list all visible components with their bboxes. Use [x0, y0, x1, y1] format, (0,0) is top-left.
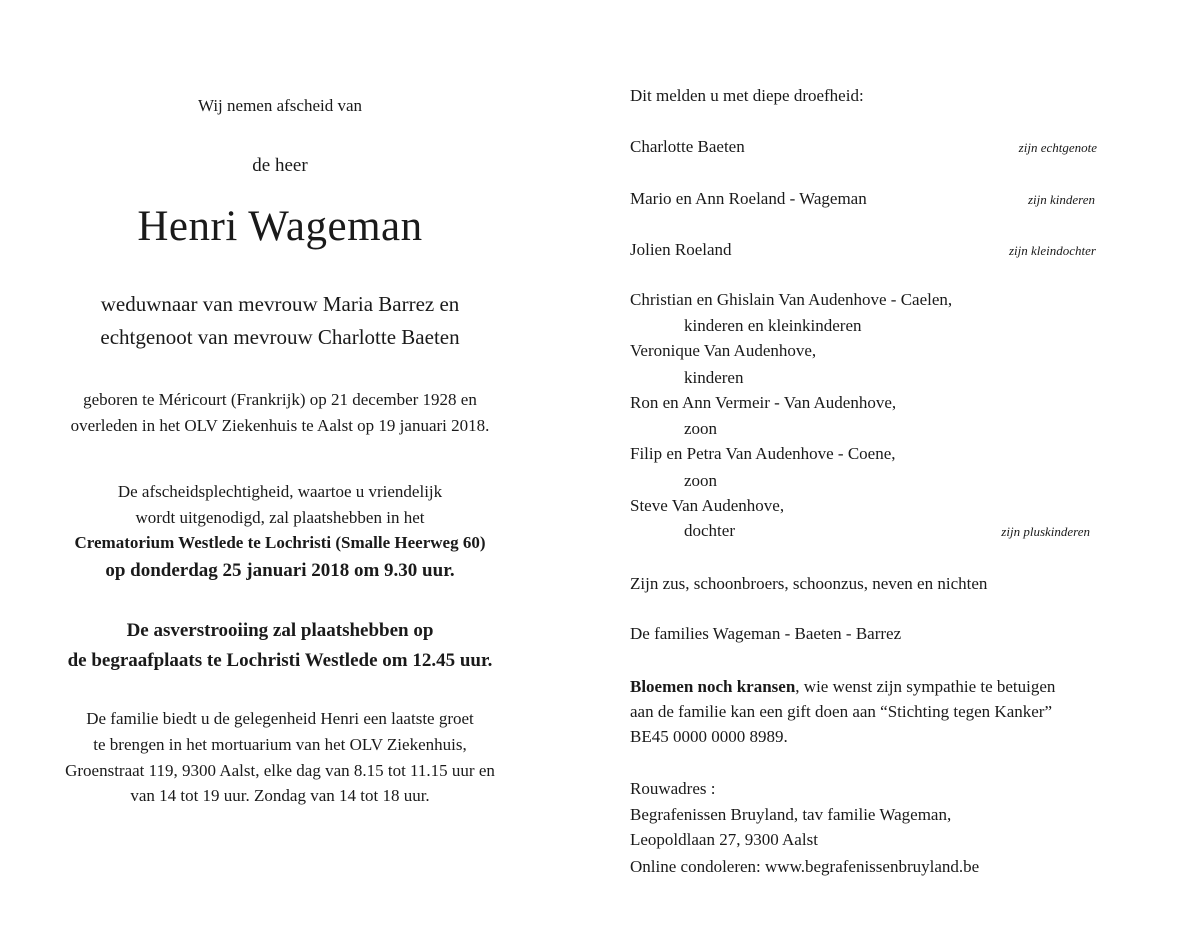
flowers-line-1 — [630, 677, 1055, 697]
family-name: Jolien Roeland — [630, 240, 732, 259]
intro-text: Wij nemen afscheid van — [197, 96, 363, 115]
family-name: Mario en Ann Roeland - Wageman — [630, 189, 867, 208]
plus-child-line: Steve Van Audenhove, — [630, 496, 785, 515]
family-role: zijn kinderen — [1027, 192, 1095, 207]
family-role: zijn kleindochter — [1008, 243, 1096, 258]
family-role: zijn echtgenote — [1018, 140, 1097, 155]
flowers-line-2: aan de familie kan een gift doen aan “Stichting tegen Kanker” — [630, 702, 1052, 721]
family-name: Charlotte Baeten — [630, 137, 745, 156]
address-line-2: Leopoldlaan 27, 9300 Aalst — [630, 830, 818, 849]
plus-child-subline: zoon — [684, 471, 718, 490]
ashes-line-2: de begraafplaats te Lochristi Westlede om 12.45 uur. — [67, 650, 493, 671]
plus-children-role: zijn pluskinderen — [1001, 524, 1090, 539]
visit-line-1: De familie biedt u de gelegenheid Henri een laatste groet — [86, 709, 474, 728]
address-label: Rouwadres : — [630, 779, 716, 798]
announcement-intro: Dit melden u met diepe droefheid: — [630, 86, 864, 105]
left-column — [0, 0, 560, 947]
relation-line-2: echtgenoot van mevrouw Charlotte Baeten — [100, 325, 460, 349]
flowers-rest: , wie wenst zijn sympathie te betuigen — [795, 677, 1056, 696]
plus-child-line: Veronique Van Audenhove, — [630, 341, 817, 360]
visit-line-2: te brengen in het mortuarium van het OLV Ziekenhuis, — [93, 735, 467, 754]
plus-child-subline: kinderen en kleinkinderen — [684, 316, 862, 335]
ceremony-line-2: wordt uitgenodigd, zal plaatshebben in het — [135, 508, 425, 527]
salutation: de heer — [252, 155, 308, 176]
birth-line: geboren te Méricourt (Frankrijk) op 21 december 1928 en — [83, 390, 477, 409]
siblings-line: Zijn zus, schoonbroers, schoonzus, neven en nichten — [630, 574, 988, 593]
ceremony-location: Crematorium Westlede te Lochristi (Smalle Heerweg 60) — [74, 533, 486, 552]
address-line-1: Begrafenissen Bruyland, tav familie Wageman, — [630, 805, 952, 824]
plus-child-line: Filip en Petra Van Audenhove - Coene, — [630, 444, 896, 463]
online-condolences: Online condoleren: www.begrafenissenbruyland.be — [630, 857, 980, 876]
visit-line-3: Groenstraat 119, 9300 Aalst, elke dag van 8.15 tot 11.15 uur en — [65, 761, 495, 780]
bank-account: BE45 0000 0000 8989. — [630, 727, 788, 746]
plus-child-line: Christian en Ghislain Van Audenhove - Caelen, — [630, 290, 953, 309]
plus-child-subline: kinderen — [684, 368, 744, 387]
plus-child-subline: dochter — [684, 521, 735, 540]
plus-child-line: Ron en Ann Vermeir - Van Audenhove, — [630, 393, 897, 412]
relation-line-1: weduwnaar van mevrouw Maria Barrez en — [100, 292, 460, 316]
families-line: De families Wageman - Baeten - Barrez — [630, 624, 902, 643]
ceremony-date: op donderdag 25 januari 2018 om 9.30 uur. — [105, 560, 455, 581]
plus-child-subline: zoon — [684, 419, 718, 438]
ceremony-line-1: De afscheidsplechtigheid, waartoe u vriendelijk — [117, 482, 443, 501]
ashes-line-1: De asverstrooiing zal plaatshebben op — [126, 620, 434, 641]
deceased-name: Henri Wageman — [137, 203, 423, 250]
flowers-bold: Bloemen noch kransen — [630, 677, 796, 696]
death-line: overleden in het OLV Ziekenhuis te Aalst op 19 januari 2018. — [70, 416, 490, 435]
visit-line-4: van 14 tot 19 uur. Zondag van 14 tot 18 uur. — [130, 786, 430, 805]
